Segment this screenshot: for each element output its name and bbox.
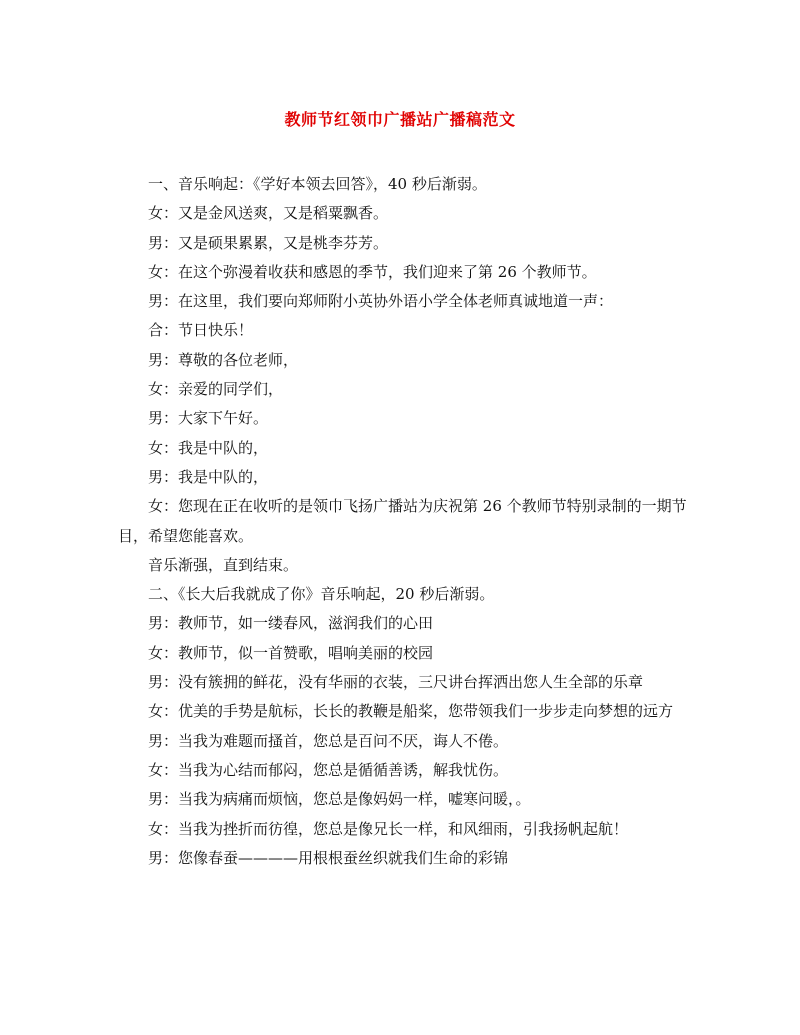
paragraph: 男：您像春蚕————用根根蚕丝织就我们生命的彩锦 [148,848,509,867]
paragraph: 女：我是中队的， [148,438,269,457]
paragraph: 女：当我为心结而郁闷，您总是循循善诱，解我忧伤。 [148,760,509,779]
paragraph: 二、《长大后我就成了你》音乐响起，20 秒后渐弱。 [148,585,495,604]
paragraph: 女：又是金风送爽，又是稻粟飘香。 [148,204,389,223]
paragraph: 一、音乐响起：《学好本领去回答》，40 秒后渐弱。 [148,175,487,193]
paragraph: 男：教师节，如一缕春风，滋润我们的心田 [148,614,434,633]
paragraph: 女：在这个弥漫着收获和感恩的季节，我们迎来了第 26 个教师节。 [148,262,597,281]
paragraph: 男：又是硕果累累，又是桃李芬芳。 [148,233,389,252]
document-body [118,170,690,873]
paragraph: 男：当我为难题而搔首，您总是百问不厌，诲人不倦。 [148,731,509,750]
paragraph: 男：在这里，我们要向郑师附小英协外语小学全体老师真诚地道一声： [148,292,614,311]
paragraph: 女：优美的手势是航标，长长的教鞭是船桨，您带领我们一步步走向梦想的远方 [148,702,674,721]
paragraph: 男：大家下午好。 [148,409,269,428]
paragraph: 男：尊敬的各位老师， [148,350,299,369]
paragraph: 女：您现在正在收听的是领巾飞扬广播站为庆祝第 26 个教师节特别录制的一期节目，希望您能喜欢。 [118,497,687,545]
paragraph: 女：亲爱的同学们， [148,380,284,399]
paragraph: 女：教师节，似一首赞歌，唱响美丽的校园 [148,643,434,662]
paragraph: 男：没有簇拥的鲜花，没有华丽的衣装，三尺讲台挥洒出您人生全部的乐章 [148,673,644,692]
paragraph: 女：当我为挫折而彷徨，您总是像兄长一样，和风细雨，引我扬帆起航！ [148,819,629,838]
paragraph: 合：节日快乐！ [148,321,254,340]
paragraph: 音乐渐强，直到结束。 [148,555,299,574]
document-title: 教师节红领巾广播站广播稿范文 [284,110,516,129]
paragraph: 男：当我为病痛而烦恼，您总是像妈妈一样，嘘寒问暖，。 [148,790,531,809]
paragraph: 男：我是中队的， [148,467,269,486]
